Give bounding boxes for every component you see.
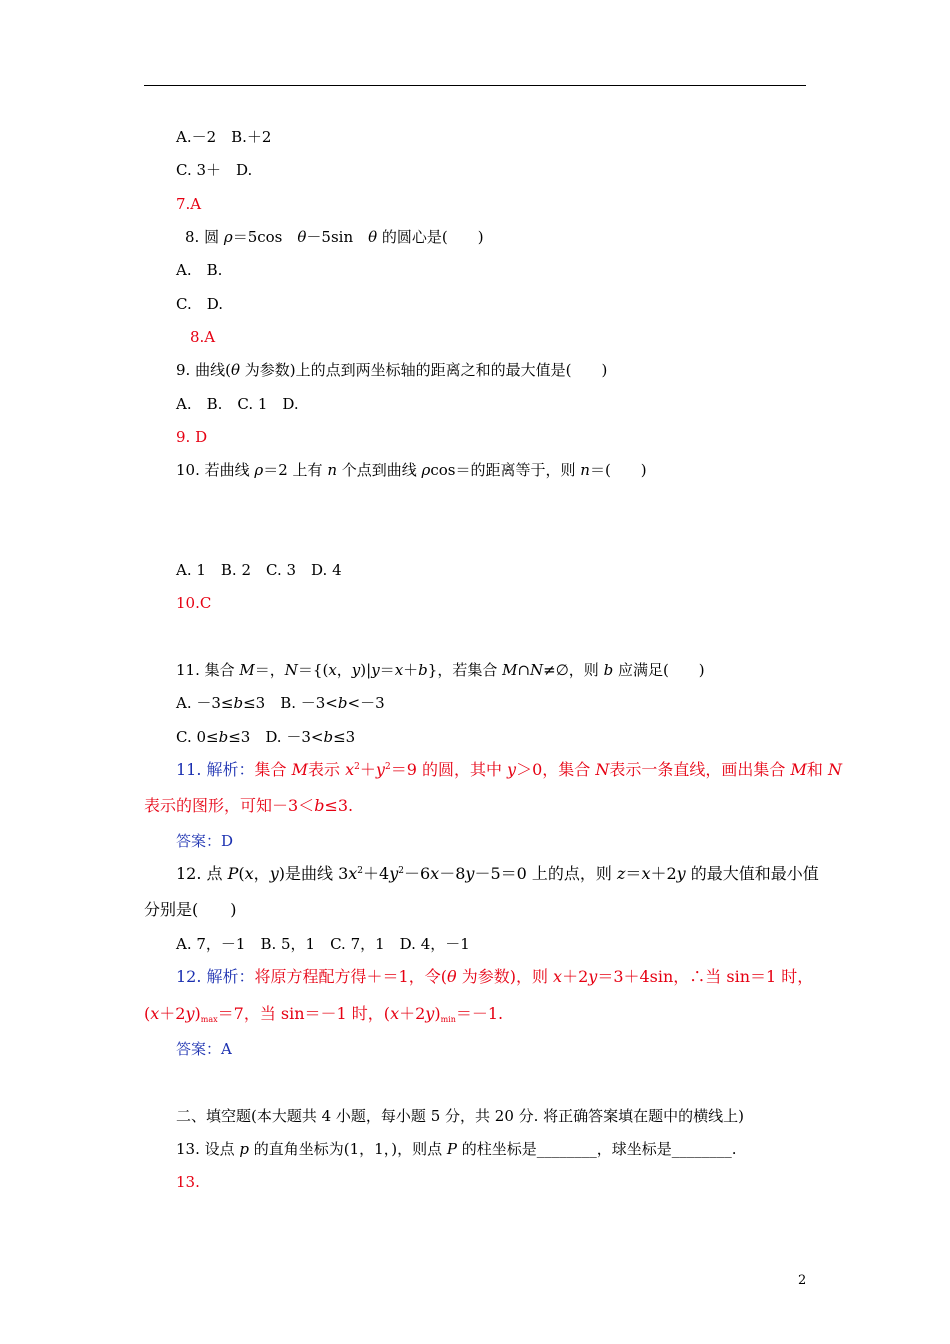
q11-answer: 答案：D — [176, 832, 234, 850]
q10-options: A. 1 B. 2 C. 3 D. 4 — [176, 561, 342, 579]
q11-solution-line1: 11. 解析：集合 M表示 $x^2+y^2=9$ 的圆，其中 y＞0，集合 N表示一条直线，画出集合 M和 N — [176, 760, 842, 779]
q10-stem: 10. 若曲线 ρ＝2 上有 n 个点到曲线 ρcos＝的距离等于，则 n＝( ) — [176, 461, 647, 479]
q6-options-line2: C. 3＋ D. — [176, 161, 253, 179]
q7-answer: 7.A — [176, 195, 202, 213]
q13-answer: 13. — [176, 1173, 200, 1191]
q8-stem: 8. 圆 ρ＝5cos θ－5sin θ 的圆心是( ) — [185, 228, 484, 246]
q11-stem: 11. 集合 M＝，N＝{(x，y)|y＝x＋b}，若集合 M∩N≠∅，则 b 应满足( ) — [176, 661, 705, 679]
q11-options-line2: C. 0≤b≤3 D. －3<b≤3 — [176, 728, 356, 746]
section-heading: 二、填空题(本大题共 4 小题，每小题 5 分，共 20 分. 将正确答案填在题中的横线上) — [176, 1107, 745, 1125]
q9-options: A. B. C. 1 D. — [176, 395, 299, 413]
q8-answer: 8.A — [190, 328, 216, 346]
q13-stem: 13. 设点 p 的直角坐标为(1，1，)，则点 P 的柱坐标是________，球坐标是________. — [176, 1140, 737, 1158]
q11-solution-line2: 表示的图形，可知－3＜b≤3. — [144, 796, 354, 815]
q12-solution-line2: $(x+2y)_{max}=7$，当 sin＝－1 时，$(x+2y)_{min}=-1$. — [144, 1004, 504, 1024]
page-number: 2 — [798, 1273, 807, 1288]
q12-stem-line2: 分别是( ) — [144, 900, 237, 919]
q11-options-line1: A. －3≤b≤3 B. －3<b<－3 — [176, 694, 385, 712]
q12-stem-line1: 12. 点 P(x，y)是曲线 $3x^2+4y^2-6x-8y-5=0$ 上的点，则 z＝x＋2y 的最大值和最小值 — [176, 864, 819, 883]
q12-options: A. 7，－1 B. 5，1 C. 7，1 D. 4，－1 — [176, 935, 470, 953]
q12-answer: 答案：A — [176, 1040, 232, 1058]
q12-solution-line1: 12. 解析：将原方程配方得＋＝1，令(θ 为参数)，则 x＋2y＝3＋4sin，∴当 sin＝1 时， — [176, 967, 814, 986]
q8-options-line1: A. B. — [176, 261, 223, 279]
header-rule — [144, 85, 806, 86]
q6-options-line1: A.－2 B.＋2 — [176, 128, 272, 146]
q9-stem: 9. 曲线(θ 为参数)上的点到两坐标轴的距离之和的最大值是( ) — [176, 361, 608, 379]
q9-answer: 9. D — [176, 428, 208, 446]
q10-answer: 10.C — [176, 594, 212, 612]
q8-options-line2: C. D. — [176, 295, 223, 313]
